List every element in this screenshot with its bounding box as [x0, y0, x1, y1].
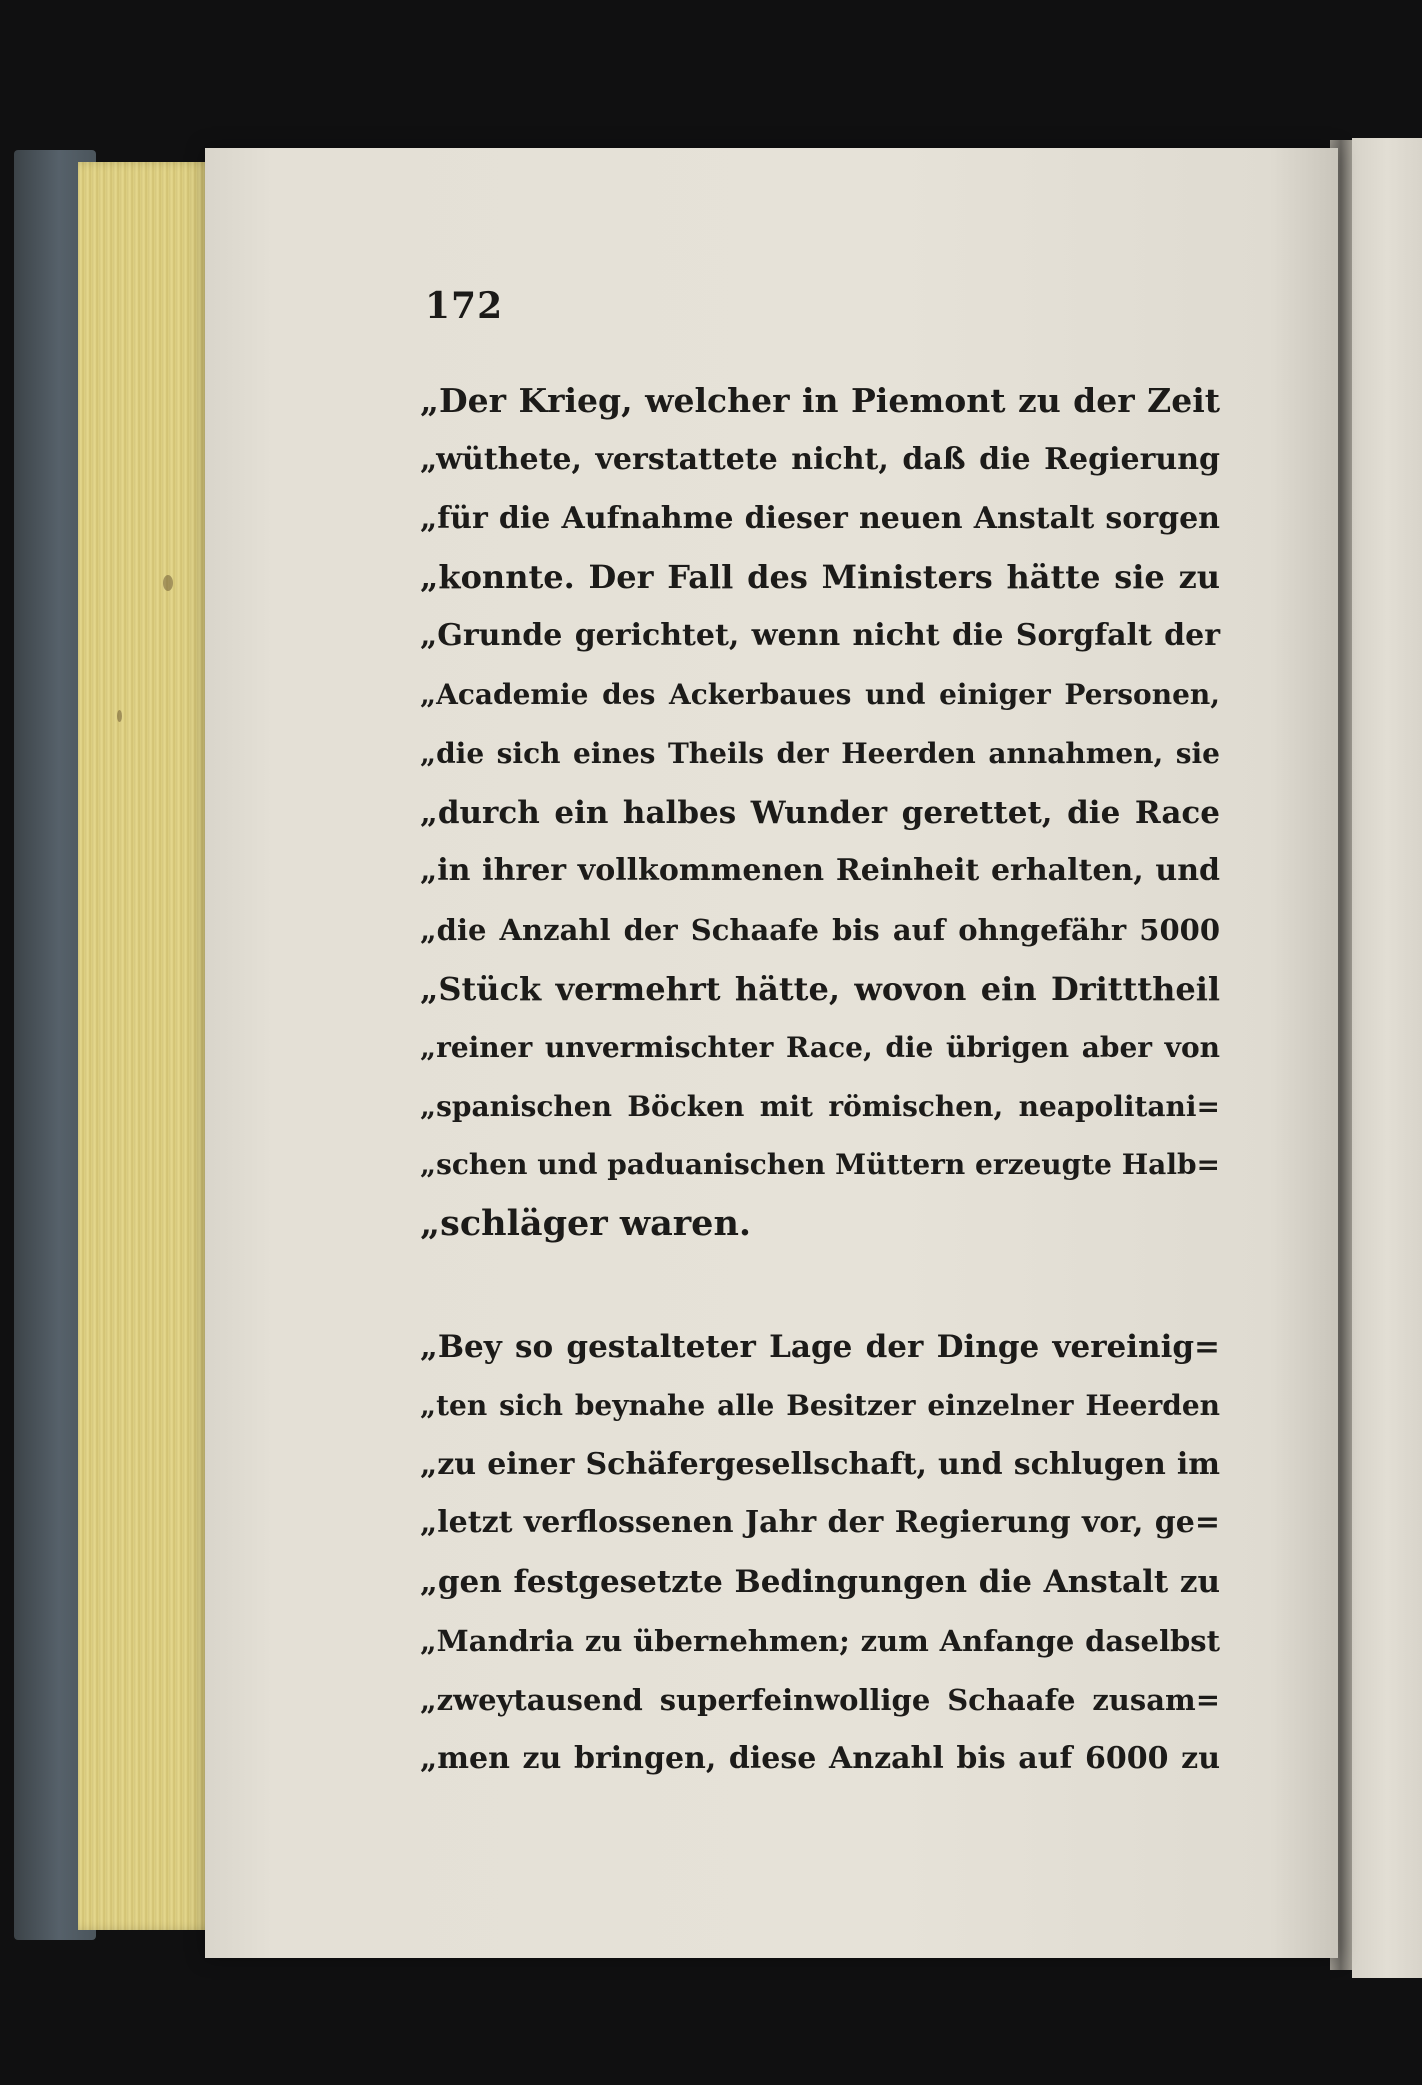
text-line: „in ihrer vollkommenen Reinheit erhalten, und: [420, 853, 1220, 889]
text-line: „für die Aufnahme dieser neuen Anstalt sorgen: [420, 500, 1220, 536]
paper-stain: [117, 710, 122, 722]
text-line: „schen und paduanischen Müttern erzeugte Halb=: [420, 1148, 1220, 1182]
text-line: „Der Krieg, welcher in Piemont zu der Zeit: [420, 381, 1220, 420]
page-stack-edges: [78, 162, 223, 1930]
text-line: „Grunde gerichtet, wenn nicht die Sorgfalt der: [420, 618, 1220, 654]
text-line: „Academie des Ackerbaues und einiger Personen,: [420, 677, 1220, 711]
facing-page-sliver: [1352, 138, 1422, 1978]
text-line: „durch ein halbes Wunder gerettet, die Race: [420, 794, 1220, 831]
text-line: „ten sich beynahe alle Besitzer einzelner Heerden: [420, 1388, 1220, 1422]
text-line: „zweytausend superfeinwollige Schaafe zusam=: [420, 1682, 1220, 1717]
text-line: „Mandria zu übernehmen; zum Anfange daselbst: [420, 1623, 1220, 1658]
text-line: „konnte. Der Fall des Ministers hätte sie zu: [420, 558, 1220, 597]
text-line: „spanischen Böcken mit römischen, neapolitani=: [420, 1089, 1220, 1123]
text-line: „zu einer Schäfergesellschaft, und schlugen im: [420, 1446, 1220, 1482]
text-line: „men zu bringen, diese Anzahl bis auf 6000 zu: [420, 1740, 1220, 1776]
text-line: „wüthete, verstattete nicht, daß die Regierung: [420, 441, 1220, 477]
text-line: „schläger waren.: [420, 1203, 752, 1245]
text-line: „letzt verflossenen Jahr der Regierung vor, ge=: [420, 1505, 1220, 1541]
paragraph-1: [420, 372, 1220, 1254]
text-line: „gen festgesetzte Bedingungen die Anstalt zu: [420, 1564, 1220, 1601]
text-line: „die Anzahl der Schaafe bis auf ohngefähr 5000: [420, 913, 1220, 948]
text-line: „Stück vermehrt hätte, wovon ein Dritttheil: [420, 969, 1220, 1008]
paragraph-2: [420, 1318, 1220, 1788]
text-line: „reiner unvermischter Race, die übrigen aber von: [420, 1030, 1220, 1064]
paper-stain: [163, 575, 173, 591]
page-number: 172: [425, 285, 504, 327]
text-line: „Bey so gestalteter Lage der Dinge vereinig=: [420, 1329, 1220, 1365]
text-line: „die sich eines Theils der Heerden annahmen, sie: [420, 736, 1220, 770]
